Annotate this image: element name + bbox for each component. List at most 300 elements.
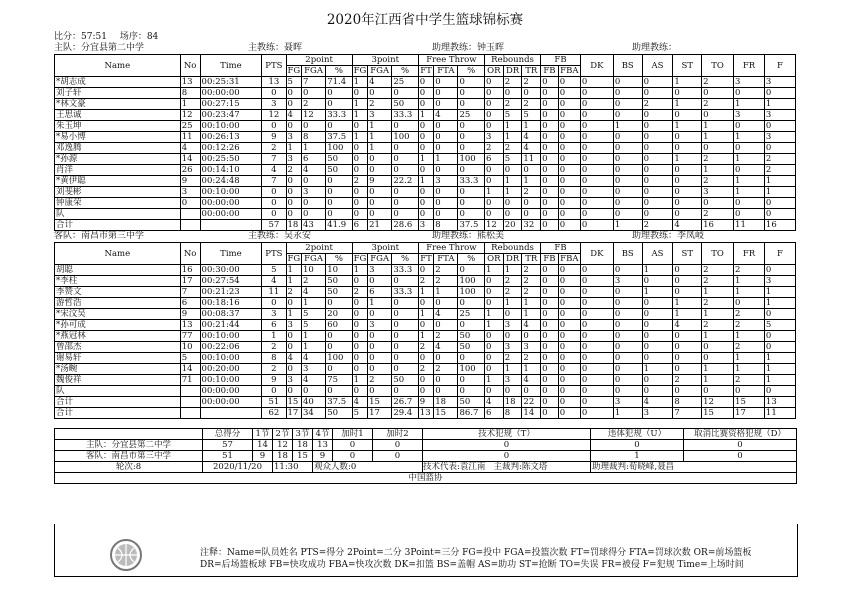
stat-cell: 1 [352, 99, 367, 110]
player-name: 谢易轩 [55, 353, 181, 364]
stat-cell: 0 [484, 176, 503, 187]
stat-cell: 62 [262, 408, 286, 419]
col-st: ST [673, 243, 702, 265]
stat-cell: 0 [613, 386, 642, 397]
stat-cell: 0 [580, 154, 613, 165]
stat-cell: 0 [541, 121, 559, 132]
stat-cell: 1 [702, 364, 734, 375]
page-title: 2020年江西省中学生篮球锦标赛 [326, 12, 524, 28]
stat-cell: 1 [503, 298, 522, 309]
stat-cell: 0 [301, 176, 325, 187]
stat-cell: 3 [418, 220, 433, 231]
subcol-1: FGA [301, 254, 325, 265]
summary-h3: 2节 [273, 429, 293, 440]
stat-cell: 2 [418, 364, 433, 375]
summary-table [54, 428, 797, 484]
stat-cell: 0 [558, 287, 580, 298]
stat-cell: 0 [418, 187, 433, 198]
table-row [55, 99, 796, 110]
stat-cell: 0 [541, 165, 559, 176]
stat-cell: 20 [503, 220, 522, 231]
stat-cell: 0 [262, 209, 286, 220]
stat-cell: 0 [326, 176, 352, 187]
stat-cell: 0 [368, 88, 392, 99]
stat-cell: 0 [286, 364, 301, 375]
stat-cell: 1 [418, 176, 433, 187]
stat-cell: 0 [580, 165, 613, 176]
stat-cell: 14 [522, 408, 541, 419]
total-row [55, 220, 796, 231]
stat-cell: 13 [418, 408, 433, 419]
stat-cell: 0 [484, 198, 503, 209]
table-row [55, 298, 796, 309]
stat-cell: 00:20:00 [200, 364, 262, 375]
stat-cell: 0 [673, 88, 702, 99]
col-st: ST [673, 55, 702, 77]
stat-cell: 11 [522, 154, 541, 165]
stat-cell: 0 [392, 298, 418, 309]
stat-cell: 0 [503, 309, 522, 320]
table-row [55, 287, 796, 298]
stat-cell: 100 [458, 287, 484, 298]
stat-cell: 00:00:00 [200, 397, 262, 408]
stat-cell: 0 [580, 209, 613, 220]
stat-cell: 12 [484, 220, 503, 231]
stat-cell: 0 [613, 320, 642, 331]
stat-cell: 4 [673, 320, 702, 331]
stat-cell: 0 [642, 276, 673, 287]
stat-cell: 0 [541, 265, 559, 276]
stat-cell: 4 [368, 77, 392, 88]
score-line [54, 32, 796, 43]
stat-cell: 1 [484, 320, 503, 331]
stat-cell: 0 [580, 408, 613, 419]
stat-cell: 0 [352, 364, 367, 375]
stat-cell: 5 [522, 110, 541, 121]
player-name: 刘斐彬 [55, 187, 181, 198]
stat-cell: 0 [301, 198, 325, 209]
stat-cell: 18 [286, 220, 301, 231]
stat-cell: 0 [580, 309, 613, 320]
stat-cell: 0 [580, 386, 613, 397]
stat-cell: 1 [522, 121, 541, 132]
stat-cell: 3 [764, 77, 795, 88]
stat-cell: 0 [558, 298, 580, 309]
stat-cell: 2 [642, 99, 673, 110]
stat-cell: 0 [326, 342, 352, 353]
stat-cell: 3 [180, 187, 200, 198]
stat-cell: 7 [673, 408, 702, 419]
stat-cell: 0 [642, 143, 673, 154]
stat-cell: 1 [673, 309, 702, 320]
stat-cell: 1 [734, 132, 765, 143]
stat-cell: 3 [301, 364, 325, 375]
stat-cell: 8 [301, 132, 325, 143]
subcol-13: FBA [560, 66, 579, 76]
stat-cell: 0 [541, 397, 559, 408]
subcol-1: FGA [301, 66, 325, 77]
col-dk: DK [580, 243, 613, 265]
stat-cell: 0 [764, 265, 795, 276]
stat-cell: 1 [613, 408, 642, 419]
stat-cell: 0 [301, 88, 325, 99]
stat-cell: 0 [368, 209, 392, 220]
stat-cell: 00:00:00 [200, 88, 262, 99]
stat-cell: 0 [558, 331, 580, 342]
stat-cell: 13 [764, 397, 795, 408]
stat-cell: 0 [580, 320, 613, 331]
player-name: 刘子轩 [55, 88, 181, 99]
stat-cell: 00:10:00 [200, 121, 262, 132]
stat-cell: 0 [418, 165, 433, 176]
player-name: 钟康荣 [55, 198, 181, 209]
stat-cell: 0 [613, 287, 642, 298]
stat-cell: 7 [180, 287, 200, 298]
stat-cell: 16 [180, 265, 200, 276]
stat-cell: 0 [764, 143, 795, 154]
stat-cell: 0 [580, 187, 613, 198]
stat-cell: 15 [734, 397, 765, 408]
stat-cell: 33.3 [458, 176, 484, 187]
stat-cell: 2 [702, 209, 734, 220]
stat-cell: 2 [734, 265, 765, 276]
stat-cell: 0 [541, 110, 559, 121]
total-row [55, 397, 796, 408]
stat-cell: 0 [484, 88, 503, 99]
stat-cell: 37.5 [326, 132, 352, 143]
stat-cell: 0 [558, 408, 580, 419]
stat-cell: 0 [352, 209, 367, 220]
stat-cell: 0 [301, 121, 325, 132]
stat-cell: 0 [673, 198, 702, 209]
stat-cell: 28.6 [392, 220, 418, 231]
game-label: 场序：84 [119, 32, 159, 42]
stat-cell: 0 [458, 99, 484, 110]
stat-cell: 0 [434, 121, 458, 132]
stat-cell: 0 [434, 143, 458, 154]
stat-cell: 0 [286, 298, 301, 309]
col-freethrow: Free Throw [418, 243, 484, 254]
stat-cell: 0 [541, 198, 559, 209]
stat-cell: 10 [301, 265, 325, 276]
col-no: No [180, 243, 200, 265]
stat-cell: 5 [352, 408, 367, 419]
stat-cell: 4 [522, 375, 541, 386]
stat-cell: 0 [734, 88, 765, 99]
asst-referee: 助理裁判:荀晓峰,聂昌 [591, 462, 797, 473]
stat-cell: 0 [503, 331, 522, 342]
stat-cell: 1 [642, 364, 673, 375]
stat-cell: 51 [262, 397, 286, 408]
stat-cell: 1 [301, 143, 325, 154]
stat-cell: 00:21:44 [200, 320, 262, 331]
stat-cell: 00:00:00 [200, 198, 262, 209]
stat-cell: 3 [368, 320, 392, 331]
stat-cell: 2 [734, 320, 765, 331]
away-header-row-1 [55, 243, 796, 254]
stat-cell: 1 [418, 331, 433, 342]
stat-cell: 3 [286, 375, 301, 386]
stat-cell: 0 [558, 353, 580, 364]
stat-cell: 1 [764, 99, 795, 110]
col-2point: 2point [286, 243, 352, 254]
stat-cell: 1 [286, 143, 301, 154]
col-bs: BS [613, 243, 642, 265]
summary-home-team: 主队：分宜县第二中学 [55, 440, 203, 451]
stat-cell: 9 [180, 309, 200, 320]
away-team-label: 客队：南昌市第三中学 [54, 231, 145, 241]
home-coach-label: 主教练：聂晖 [248, 43, 303, 53]
stat-cell: 0 [734, 198, 765, 209]
stat-cell: 4 [522, 320, 541, 331]
stat-cell: 0 [392, 165, 418, 176]
stat-cell: 0 [368, 342, 392, 353]
stat-cell: 12 [180, 110, 200, 121]
stat-cell: 15 [702, 408, 734, 419]
table-row [55, 132, 796, 143]
stat-cell: 0 [326, 121, 352, 132]
stat-cell: 0 [326, 99, 352, 110]
stat-cell: 2 [352, 176, 367, 187]
stat-cell: 0 [613, 132, 642, 143]
stats-document [54, 12, 796, 484]
stat-cell: 0 [673, 342, 702, 353]
stat-cell: 37.5 [458, 220, 484, 231]
stat-cell: 0 [458, 165, 484, 176]
table-row [55, 209, 796, 220]
stat-cell: 0 [352, 154, 367, 165]
stat-cell: 86.7 [458, 408, 484, 419]
stat-cell: 6 [262, 320, 286, 331]
stat-cell: 2 [262, 342, 286, 353]
stat-cell: 20 [326, 309, 352, 320]
table-row [55, 320, 796, 331]
stat-cell: 2 [286, 287, 301, 298]
stat-cell: 3 [262, 309, 286, 320]
stat-cell: 0 [541, 342, 559, 353]
col-f: F [764, 243, 795, 265]
stat-cell: 0 [392, 121, 418, 132]
summary-away-ot2: 0 [373, 451, 423, 462]
stat-cell: 100 [392, 132, 418, 143]
stat-cell: 0 [418, 353, 433, 364]
stat-cell: 50 [392, 375, 418, 386]
stat-cell: 0 [673, 386, 702, 397]
home-asst-label: 助理教练：钟玉晖 [432, 43, 505, 53]
stat-cell: 0 [352, 342, 367, 353]
stat-cell: 2 [503, 276, 522, 287]
stat-cell: 0 [326, 298, 352, 309]
stat-cell: 1 [764, 375, 795, 386]
stat-cell: 1 [613, 121, 642, 132]
stat-cell: 0 [352, 353, 367, 364]
stat-cell: 3 [522, 342, 541, 353]
stat-cell: 71 [180, 375, 200, 386]
stat-cell: 1 [352, 132, 367, 143]
stat-cell: 0 [434, 77, 458, 88]
stat-cell: 00:12:26 [200, 143, 262, 154]
stat-cell: 4 [673, 220, 702, 231]
subcol-5: % [392, 254, 418, 265]
stat-cell: 4 [301, 287, 325, 298]
stat-cell: 1 [368, 298, 392, 309]
stat-cell: 8 [180, 88, 200, 99]
stat-cell: 50 [326, 276, 352, 287]
stat-cell: 1 [286, 265, 301, 276]
stat-cell: 0 [434, 386, 458, 397]
stat-cell: 3 [301, 187, 325, 198]
stat-cell: 4 [434, 342, 458, 353]
stat-cell: 0 [642, 154, 673, 165]
stat-cell: 1 [734, 331, 765, 342]
stat-cell: 1 [764, 176, 795, 187]
stat-cell: 4 [484, 397, 503, 408]
stat-cell: 1 [734, 287, 765, 298]
player-name: 游哲浩 [55, 298, 181, 309]
stat-cell: 5 [301, 320, 325, 331]
stat-cell: 5 [180, 353, 200, 364]
stat-cell: 0 [392, 331, 418, 342]
stat-cell: 50 [458, 331, 484, 342]
col-pts: PTS [262, 243, 286, 265]
stat-cell: 0 [262, 121, 286, 132]
stat-cell: 12 [301, 110, 325, 121]
stat-cell: 0 [434, 88, 458, 99]
stat-cell: 2 [702, 176, 734, 187]
stat-cell: 1 [352, 375, 367, 386]
table-row [55, 88, 796, 99]
stat-cell: 0 [541, 375, 559, 386]
stat-cell: 0 [522, 331, 541, 342]
stat-cell: 4 [434, 110, 458, 121]
stat-cell: 0 [673, 110, 702, 121]
stat-cell: 2 [642, 220, 673, 231]
stat-cell: 0 [434, 165, 458, 176]
stat-cell: 0 [642, 121, 673, 132]
summary-away-ot1: 0 [333, 451, 373, 462]
stat-cell: 10 [326, 265, 352, 276]
stat-cell: 2 [702, 99, 734, 110]
stat-cell: 0 [702, 110, 734, 121]
stat-cell: 8 [503, 408, 522, 419]
col-2point: 2point [286, 55, 352, 66]
col-fr: FR [734, 55, 765, 77]
stat-cell: 0 [642, 320, 673, 331]
stat-cell: 0 [558, 77, 580, 88]
player-name: *李柱 [55, 276, 181, 287]
stat-cell: 0 [418, 209, 433, 220]
table-row [55, 375, 796, 386]
stat-cell: 00:21:23 [200, 287, 262, 298]
stat-cell: 1 [764, 298, 795, 309]
stat-cell: 1 [262, 331, 286, 342]
stat-cell: 0 [286, 342, 301, 353]
stat-cell: 0 [673, 287, 702, 298]
stat-cell: 1 [301, 342, 325, 353]
stat-cell: 0 [613, 209, 642, 220]
stat-cell: 14 [180, 364, 200, 375]
stat-cell: 0 [484, 276, 503, 287]
table-row [55, 77, 796, 88]
stat-cell: 1 [503, 121, 522, 132]
stat-cell: 0 [392, 364, 418, 375]
col-fb: FB [541, 243, 581, 254]
subcol-6: FT [420, 254, 432, 264]
summary-away-unsport: 1 [591, 451, 684, 462]
stat-cell: 0 [392, 342, 418, 353]
col-pts: PTS [262, 55, 286, 77]
stat-cell: 4 [301, 375, 325, 386]
stat-cell: 0 [352, 198, 367, 209]
player-name: *孙源 [55, 154, 181, 165]
stat-cell: 3 [764, 132, 795, 143]
stat-cell: 13 [180, 320, 200, 331]
stat-cell: 1 [734, 154, 765, 165]
stat-cell: 0 [613, 342, 642, 353]
stat-cell: 2 [522, 77, 541, 88]
stat-cell: 00:30:00 [200, 265, 262, 276]
stat-cell: 0 [580, 132, 613, 143]
stat-cell: 0 [558, 176, 580, 187]
notes-line-2: DR=后场篮板球 FB=快攻成功 FBA=快攻次数 DK=扣篮 BS=盖帽 AS=助功 ST=抢断 TO=失误 FR=被侵 F=犯规 Time=上场时间 [200, 560, 744, 570]
col-time: Time [200, 55, 262, 77]
stat-cell: 3 [434, 176, 458, 187]
stat-cell: 0 [673, 364, 702, 375]
stat-cell: 0 [558, 99, 580, 110]
stat-cell: 0 [434, 132, 458, 143]
stat-cell: 0 [418, 88, 433, 99]
stat-cell: 1 [734, 364, 765, 375]
stat-cell: 0 [613, 99, 642, 110]
stat-cell: 0 [580, 99, 613, 110]
stat-cell: 2 [503, 99, 522, 110]
table-row [55, 331, 796, 342]
stat-cell: 0 [286, 176, 301, 187]
stat-cell: 3 [642, 408, 673, 419]
stat-cell: 2 [368, 375, 392, 386]
stat-cell: 0 [392, 198, 418, 209]
notes-line-1: 注释：Name=队员姓名 PTS=得分 2Point=二分 3Point=三分 FG=投中 FGA=投篮次数 FT=罚球得分 FTA=罚球次数 OR=前场篮板 [200, 548, 752, 558]
table-row [55, 342, 796, 353]
stat-cell: 33.3 [392, 265, 418, 276]
summary-away-q4: 9 [313, 451, 333, 462]
stat-cell: 50 [326, 165, 352, 176]
stat-cell: 0 [458, 121, 484, 132]
stat-cell: 25 [458, 309, 484, 320]
stat-cell: 50 [392, 99, 418, 110]
stat-cell: 0 [580, 364, 613, 375]
stat-cell: 21 [368, 220, 392, 231]
stat-cell: 0 [458, 132, 484, 143]
stat-cell: 5 [286, 77, 301, 88]
stat-cell: 0 [418, 386, 433, 397]
stat-cell: 0 [558, 132, 580, 143]
subcol-6: FT [420, 66, 432, 76]
col-as: AS [642, 243, 673, 265]
stat-cell: 2 [503, 143, 522, 154]
stat-cell: 1 [702, 287, 734, 298]
stat-cell: 0 [558, 220, 580, 231]
player-name: *燕冠林 [55, 331, 181, 342]
stat-cell: 00:00:00 [200, 386, 262, 397]
stat-cell: 13 [180, 77, 200, 88]
stat-cell: 0 [434, 99, 458, 110]
stat-cell: 1 [522, 309, 541, 320]
home-asst2-label: 助理教练： [632, 43, 678, 53]
stat-cell: 100 [458, 276, 484, 287]
stat-cell: 2 [522, 99, 541, 110]
away-asst-label: 助理教练：熊松美 [432, 231, 505, 241]
